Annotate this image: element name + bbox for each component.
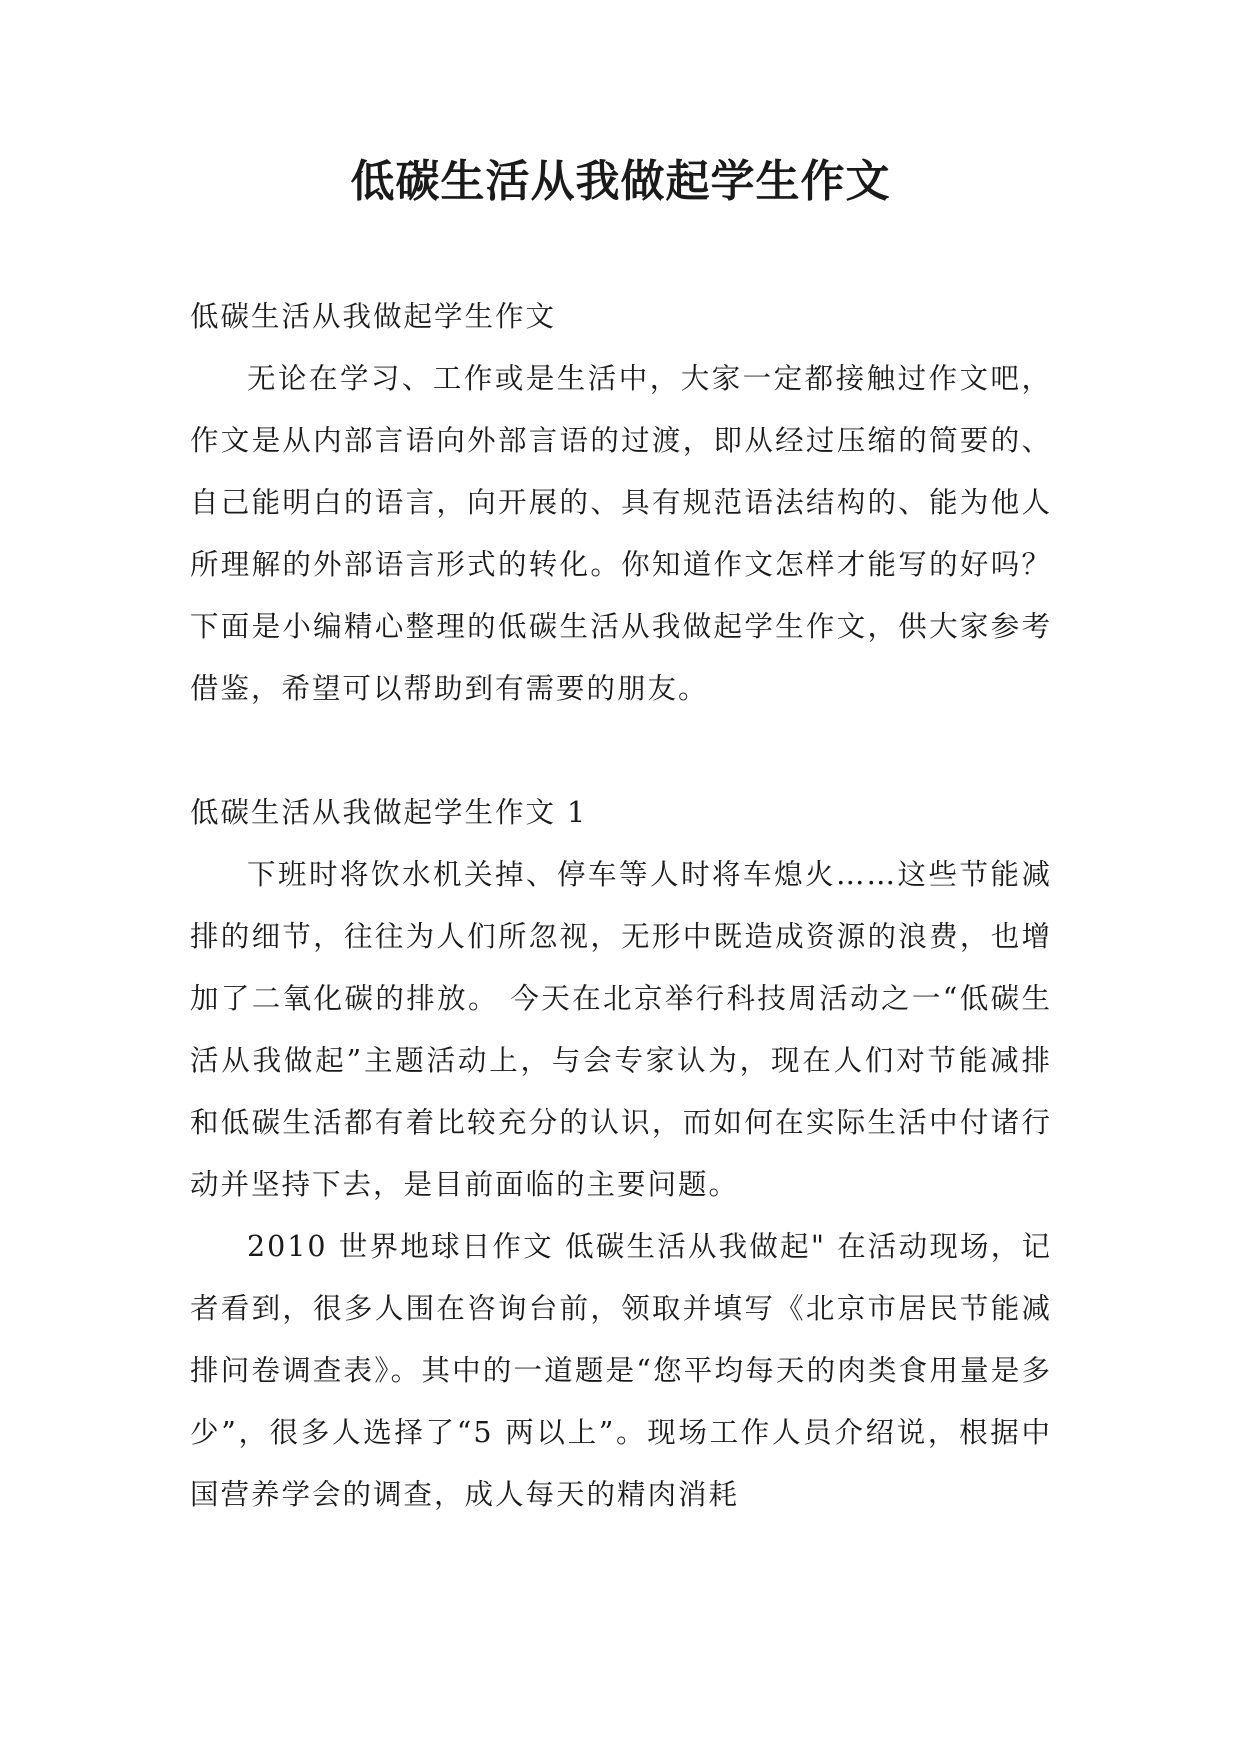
body-paragraph: 2010 世界地球日作文 低碳生活从我做起" 在活动现场，记者看到，很多人围在咨询台前，领取并填写《北京市居民节能减排问卷调查表》。其中的一道题是“您平均每天的肉类食用量是多少”，很多人选择了“5 两以上”。现场工作人员介绍说，根据中国营养学会的调查，成人每天的精肉消耗 (190, 1230, 1052, 1511)
document-title: 低碳生活从我做起学生作文 (350, 156, 891, 207)
section-spacer (190, 720, 1052, 782)
section-heading: 低碳生活从我做起学生作文 1 (190, 796, 588, 829)
document-body (190, 286, 1052, 1526)
subtitle-heading: 低碳生活从我做起学生作文 (190, 300, 557, 333)
body-paragraph: 下班时将饮水机关掉、停车等人时将车熄火……这些节能减排的细节，往往为人们所忽视，无形中既造成资源的浪费，也增加了二氧化碳的排放。 今天在北京举行科技周活动之一“低碳生活从我做起”主题活动上，与会专家认为，现在人们对节能减排和低碳生活都有着比较充分的认识，而如何在实际生活中付诸行动并坚持下去，是目前面临的主要问题。 (190, 858, 1052, 1201)
intro-paragraph: 无论在学习、工作或是生活中，大家一定都接触过作文吧，作文是从内部言语向外部言语的过渡，即从经过压缩的简要的、自己能明白的语言，向开展的、具有规范语法结构的、能为他人所理解的外部语言形式的转化。你知道作文怎样才能写的好吗？下面是小编精心整理的低碳生活从我做起学生作文，供大家参考借鉴，希望可以帮助到有需要的朋友。 (190, 362, 1052, 705)
